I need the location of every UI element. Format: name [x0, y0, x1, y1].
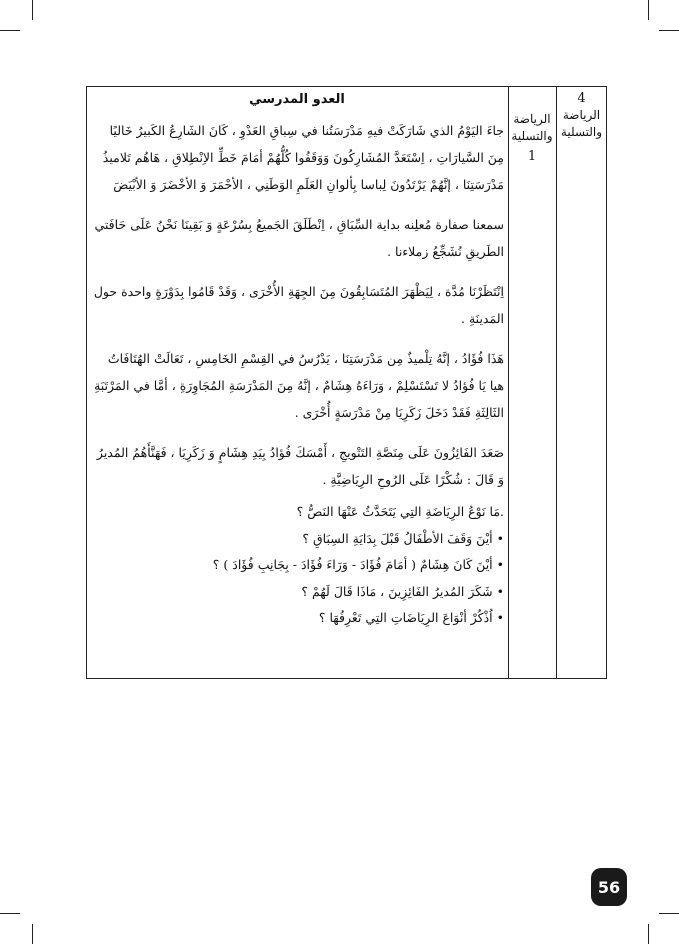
- lesson-number: 4: [577, 91, 586, 106]
- question: .مَا نَوْعُ الرِيَاضَةِ التِي يَتَحَدَّثُ عَنْهَا النَصُّ ؟: [296, 504, 504, 519]
- crop-mark: [648, 0, 649, 20]
- topic-cell: [508, 86, 556, 165]
- text-title: العدو المدرسي: [249, 92, 345, 107]
- page-number: 56: [591, 868, 627, 906]
- question: • اُذْكُرْ أنْوَاعَ الرِيَاضَاتِ التِي تَعْرِفُهَا ؟: [318, 610, 504, 625]
- column-divider: [508, 87, 509, 678]
- topic-number: 1: [527, 149, 537, 164]
- paragraph: هَذَا فُؤَادُ ، إنَّهُ تِلْميذٌ مِن مَدْرَسَتِنَا ، يَدْرُسُ في القِسْمِ الخَامِسِ ، تَعَالَتْ الهُتَافَاتُ هيا يَا فُؤادُ لا تَسْتَسْلِمْ ، وَرَاءَهُ هِشَامٌ ، إنَّهُ مِنَ المَدْرَسَةِ المُجَاوِرَةِ ، أمَّا في المَرْتَبَةِ الثَالِثَةِ فَقَدْ دَخَلَ زَكَرِيَا مِنْ مَدْرَسَةٍ أُخْرَى .: [94, 351, 504, 420]
- text-cell: [90, 92, 504, 632]
- question: • شَكَرَ المُديرُ الفَائِزِينَ ، مَاذَا قَالَ لَهُمْ ؟: [301, 583, 504, 599]
- crop-mark: [0, 30, 20, 31]
- crop-mark: [0, 913, 20, 914]
- column-divider: [556, 87, 557, 678]
- lesson-cell: [556, 86, 607, 141]
- question: • أيْنَ وَقَفَ الأطْفَالُ قَبْلَ بِدَايَةِ السِبَاقِ ؟: [302, 530, 504, 546]
- paragraph: اِنْتَظَرْنَا مُدَّة ، لِيَظْهَرَ المُتَسَابِقُونَ مِنَ الجِهَةِ الأُخْرَى ، وَقَدْ قَامُوا بِدَوْرَةٍ واحدة حول المَدينَةِ .: [93, 284, 504, 326]
- topic-label: الرياضة والتسلية: [511, 112, 553, 143]
- crop-mark: [32, 0, 33, 20]
- question: • أيْنَ كَانَ هِشَامٌ ( أمَامَ فُؤَادَ - وَرَاءَ فُؤَادَ - بِجَانِبِ فُؤَادَ ) ؟: [212, 557, 504, 572]
- crop-mark: [32, 924, 33, 944]
- paragraph: جاءَ اليَوْمُ الذي شَارَكَتْ فيهِ مَدْرَسَتُنا في سِباقِ العَدْوِ ، كَانَ الشَارِعُ الكَبيرُ خَاليًا مِنَ السَّيارَاتِ ، اِسْتَعَدَّ المُشَارِكُونَ وَوَقَفُوا كُلُّهُمْ أمَامَ خَطِّ الاِنْطِلاقِ ، هَاهُم تَلاميذُ مَدْرَسَتِنَا ، إنَّهُمْ يَرْتَدُونَ لِباسا بِألوانِ العَلَمِ الوَطَنِي ، الأحْمَرَ وَ الأخْضَرَ وَ الأبْيَضَ: [102, 123, 504, 192]
- paragraph: سمعنا صفارة مُعلِنه بداية السِّبَاقِ ، اِنْطَلَقَ الجَميعُ بِسُرْعَةٍ وَ بَقِينَا نَحْنُ عَلَى حَافَتي الطَريقِ نُشَجِّعُ زملاءنا .: [94, 217, 504, 259]
- crop-mark: [659, 30, 679, 31]
- lesson-subject: الرياضة والتسلية: [560, 108, 603, 139]
- crop-mark: [648, 924, 649, 944]
- crop-mark: [659, 913, 679, 914]
- paragraph: صَعَدَ الفَائِزُونَ عَلَى مِنَصَّةِ التَتْويجِ ، أَمْسَكَ فُؤادُ بِيَدِ هِشَامٍ وَ زَكَرِيَا ، فَهَنَّأَهُمُ المُديرُ وَ قَالَ : شُكْرًا عَلَى الرُوحِ الرِيَاضِيَّةِ .: [96, 445, 504, 487]
